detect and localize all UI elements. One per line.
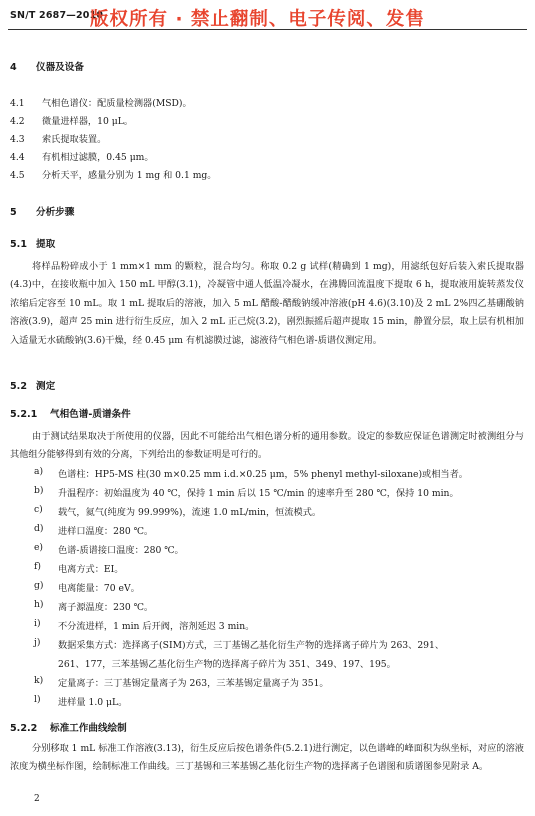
page-number: 2 [34, 794, 40, 804]
item-number: 4.2 [10, 116, 25, 127]
item-number: k) [34, 675, 44, 686]
list-item-continuation: 261、177，三苯基锡乙基化衍生产物的选择离子碎片为 351、349、197、195。 [58, 659, 396, 670]
item-text: 色谱柱：HP5-MS 柱(30 m×0.25 mm i.d.×0.25 μm，5% phenyl methyl-siloxane)或相当者。 [58, 469, 468, 480]
item-number: i) [34, 618, 41, 629]
item-text: 分析天平，感量分别为 1 mg 和 0.1 mg。 [42, 170, 217, 181]
list-item [36, 675, 329, 689]
list-item [36, 694, 127, 708]
item-text: 离子源温度：230 ℃。 [58, 602, 154, 613]
list-item [36, 466, 468, 480]
item-text: 微量进样器，10 μL。 [42, 116, 133, 127]
section-5-2-2-heading [10, 720, 127, 734]
list-item [36, 542, 184, 556]
item-number: 4.4 [10, 152, 25, 163]
section-4-heading [10, 59, 84, 73]
item-text: 数据采集方式：选择离子(SIM)方式，三丁基锡乙基化衍生产物的选择离子碎片为 263、291、 [58, 640, 445, 651]
item-text: 电离方式：EI。 [58, 564, 124, 575]
list-item [10, 113, 133, 127]
list-item [10, 149, 154, 163]
section-number: 5.2.1 [10, 409, 38, 420]
section-title: 气相色谱-质谱条件 [50, 409, 131, 420]
item-number: 4.1 [10, 98, 25, 109]
section-number: 5.1 [10, 239, 27, 250]
item-text: 不分流进样，1 min 后开阀，溶剂延迟 3 min。 [58, 621, 255, 632]
list-item [36, 523, 153, 537]
section-5-2-1-heading [10, 406, 131, 420]
item-number: j) [34, 637, 41, 648]
item-text: 进样量 1.0 μL。 [58, 697, 128, 708]
section-5-heading [10, 204, 74, 218]
list-item [36, 504, 321, 518]
section-title: 测定 [36, 381, 56, 392]
item-text: 升温程序：初始温度为 40 ℃，保持 1 min 后以 15 ℃/min 的速率升至 280 ℃，保持 10 min。 [58, 488, 459, 499]
section-title: 分析步骤 [36, 207, 75, 218]
list-item [10, 131, 106, 145]
list-item [10, 95, 192, 109]
item-number: h) [34, 599, 44, 610]
list-item [36, 561, 123, 575]
section-title: 提取 [36, 239, 56, 250]
list-item [36, 637, 444, 651]
item-number: 4.5 [10, 170, 25, 181]
item-number: c) [34, 504, 43, 515]
item-text: 色谱-质谱接口温度：280 ℃。 [58, 545, 184, 556]
section-5-1-heading [10, 236, 55, 250]
list-item [10, 167, 217, 181]
header-rule [8, 29, 527, 30]
gcms-intro-paragraph: 由于测试结果取决于所使用的仪器，因此不可能给出气相色谱分析的通用参数。设定的参数应保证色谱测定时被测组分与其他组分能够得到有效的分离，下列给出的参数证明是可行的。 [10, 431, 524, 461]
calibration-paragraph: 分别移取 1 mL 标准工作溶液(3.13)，衍生反应后按色谱条件(5.2.1)进行测定，以色谱峰的峰面积为纵坐标，对应的溶液浓度为横坐标作图，绘制标准工作曲线。三丁基锡和三苯基锡乙基化衍生产物的选择离子色谱图和质谱图参见附录 A。 [10, 743, 524, 773]
section-number: 5 [10, 207, 17, 218]
section-5-2-heading [10, 378, 55, 392]
item-text: 定量离子：三丁基锡定量离子为 263，三苯基锡定量离子为 351。 [58, 678, 329, 689]
section-number: 5.2 [10, 381, 27, 392]
section-number: 4 [10, 62, 17, 73]
section-title: 仪器及设备 [36, 62, 84, 73]
list-item [36, 580, 140, 594]
list-item [36, 485, 459, 499]
item-number: d) [34, 523, 44, 534]
item-text: 电离能量：70 eV。 [58, 583, 140, 594]
section-number: 5.2.2 [10, 723, 38, 734]
item-text: 索氏提取装置。 [42, 134, 107, 145]
item-number: e) [34, 542, 44, 553]
section-title: 标准工作曲线绘制 [50, 723, 127, 734]
item-number: b) [34, 485, 44, 496]
copyright-watermark: 版权所有 · 禁止翻制、电子传阅、发售 [90, 9, 425, 30]
extraction-paragraph: 将样品粉碎成小于 1 mm×1 mm 的颗粒，混合均匀。称取 0.2 g 试样(精确到 1 mg)，用滤纸包好后装入索氏提取器(4.3)中，在接收瓶中加入 150 mL 甲醇(3.1)，冷凝管中通人低温冷凝水，在沸腾回流温度下提取 6 h，提取液用旋转蒸发仪浓缩后定容至 10 mL。取 1 mL 提取后的溶液，加入 5 mL 醋酸-醋酸钠缓冲溶液(pH 4.6)(3.10)及 2 mL 2%四乙基硼酸钠溶液(3.9)，超声 25 min 进行衍生反应，加入 2 mL 正己烷(3.2)，剧烈振摇后超声提取 15 min，静置分层，取上层有机相加入适量无水硫酸钠(3.6)干燥，经 0.45 μm 有机滤膜过滤，滤液待气相色谱-质谱仪测定用。 [10, 261, 524, 346]
item-number: f) [34, 561, 41, 572]
item-number: g) [34, 580, 44, 591]
item-number: l) [34, 694, 41, 705]
list-item [36, 618, 254, 632]
item-text: 有机相过滤膜，0.45 μm。 [42, 152, 154, 163]
item-text: 载气，氦气(纯度为 99.999%)，流速 1.0 mL/min，恒流模式。 [58, 507, 322, 518]
item-text: 气相色谱仪：配质量检测器(MSD)。 [42, 98, 192, 109]
item-number: 4.3 [10, 134, 25, 145]
item-number: a) [34, 466, 44, 477]
item-text: 进样口温度：280 ℃。 [58, 526, 154, 537]
standard-code: SN/T 2687—2010 [10, 10, 104, 21]
list-item [36, 599, 153, 613]
